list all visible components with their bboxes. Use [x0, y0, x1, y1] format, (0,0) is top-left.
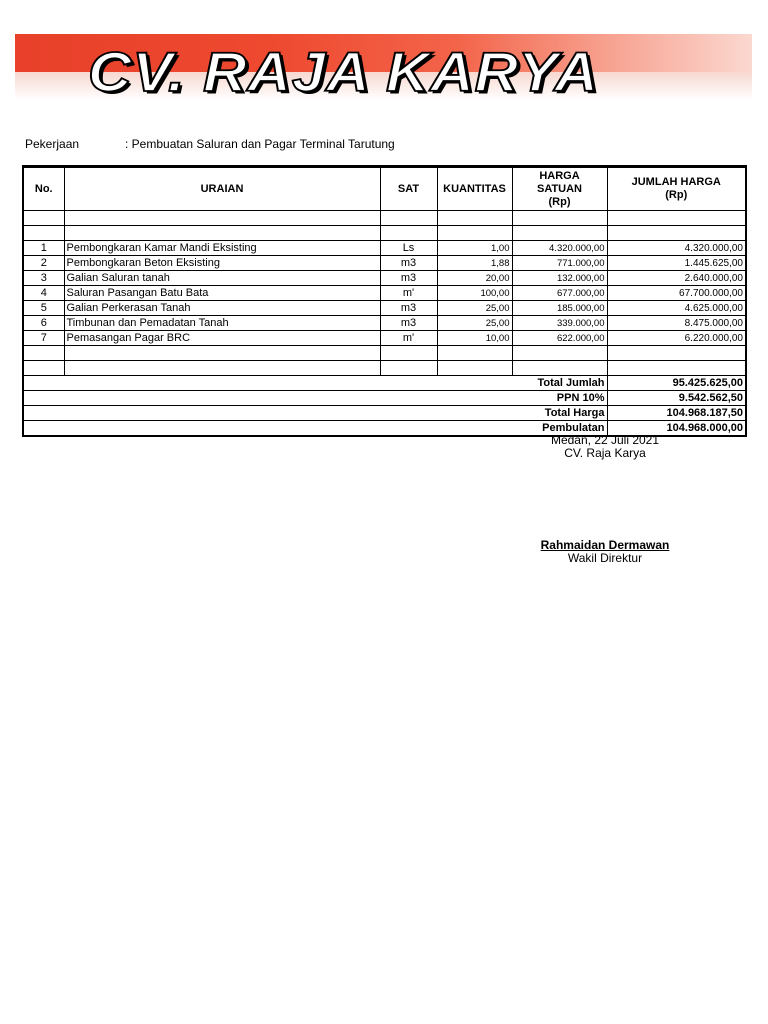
spacer-row [23, 211, 746, 226]
cell-no: 6 [23, 316, 64, 331]
table-row [23, 301, 746, 316]
cell-jumlah-harga: 1.445.625,00 [607, 256, 746, 271]
cell-jumlah-harga: 4.625.000,00 [607, 301, 746, 316]
col-harga-line1: HARGA [539, 169, 580, 182]
col-harga-line2: SATUAN [536, 182, 582, 195]
spacer-row [23, 226, 746, 241]
cell-kuantitas: 20,00 [437, 271, 512, 286]
cell-sat: m3 [380, 301, 437, 316]
spacer-row [23, 361, 746, 376]
cell-uraian: Timbunan dan Pemadatan Tanah [64, 316, 380, 331]
table-row [23, 331, 746, 346]
col-no: No. [23, 167, 64, 211]
cell-harga-satuan: 677.000,00 [512, 286, 607, 301]
signature-title: Wakil Direktur [567, 551, 643, 565]
cell-no: 7 [23, 331, 64, 346]
cell-kuantitas: 1,00 [437, 241, 512, 256]
cell-sat: m3 [380, 256, 437, 271]
total-harga-label: Total Harga [23, 406, 607, 421]
pekerjaan-label: Pekerjaan [25, 137, 80, 151]
col-harga-line3: (Rp) [548, 195, 571, 208]
table-row [23, 271, 746, 286]
col-harga-satuan [512, 167, 607, 211]
ppn-value: 9.542.562,50 [607, 391, 746, 406]
cell-harga-satuan: 4.320.000,00 [512, 241, 607, 256]
pembulatan-value: 104.968.000,00 [607, 421, 746, 437]
cell-uraian: Pemasangan Pagar BRC [64, 331, 380, 346]
cell-jumlah-harga: 4.320.000,00 [607, 241, 746, 256]
total-jumlah-value: 95.425.625,00 [607, 376, 746, 391]
table-row [23, 286, 746, 301]
cell-harga-satuan: 185.000,00 [512, 301, 607, 316]
table-header-row [23, 167, 746, 211]
cell-jumlah-harga: 8.475.000,00 [607, 316, 746, 331]
cost-table [22, 165, 747, 437]
ppn-label: PPN 10% [23, 391, 607, 406]
cell-uraian: Pembongkaran Kamar Mandi Eksisting [64, 241, 380, 256]
cell-kuantitas: 25,00 [437, 301, 512, 316]
cell-kuantitas: 1,88 [437, 256, 512, 271]
cell-no: 3 [23, 271, 64, 286]
cell-sat: m' [380, 331, 437, 346]
total-jumlah-label: Total Jumlah [23, 376, 607, 391]
cell-harga-satuan: 622.000,00 [512, 331, 607, 346]
cell-harga-satuan: 339.000,00 [512, 316, 607, 331]
col-jumlah-harga [607, 167, 746, 211]
cell-kuantitas: 100,00 [437, 286, 512, 301]
pembulatan-label: Pembulatan [23, 421, 607, 437]
cell-kuantitas: 10,00 [437, 331, 512, 346]
signature-name: Rahmaidan Dermawan [540, 538, 670, 552]
col-jumlah-line1: JUMLAH HARGA [631, 176, 721, 188]
total-harga-row [23, 406, 746, 421]
col-kuantitas: KUANTITAS [437, 167, 512, 211]
col-uraian: URAIAN [64, 167, 380, 211]
signature-place-date: Medan, 22 Juli 2021 [550, 433, 660, 447]
cell-kuantitas: 25,00 [437, 316, 512, 331]
cell-jumlah-harga: 67.700.000,00 [607, 286, 746, 301]
cell-sat: m3 [380, 316, 437, 331]
table-row [23, 316, 746, 331]
signature-company: CV. Raja Karya [564, 446, 646, 460]
cell-no: 1 [23, 241, 64, 256]
cell-harga-satuan: 771.000,00 [512, 256, 607, 271]
cell-sat: Ls [380, 241, 437, 256]
cell-no: 4 [23, 286, 64, 301]
cell-sat: m3 [380, 271, 437, 286]
table-row [23, 241, 746, 256]
total-jumlah-row [23, 376, 746, 391]
cell-no: 2 [23, 256, 64, 271]
total-harga-value: 104.968.187,50 [607, 406, 746, 421]
cell-uraian: Galian Perkerasan Tanah [64, 301, 380, 316]
ppn-row [23, 391, 746, 406]
company-banner [15, 34, 752, 107]
cell-uraian: Galian Saluran tanah [64, 271, 380, 286]
cell-uraian: Pembongkaran Beton Eksisting [64, 256, 380, 271]
col-sat: SAT [380, 167, 437, 211]
cell-jumlah-harga: 6.220.000,00 [607, 331, 746, 346]
cell-uraian: Saluran Pasangan Batu Bata [64, 286, 380, 301]
company-logo-text: CV. RAJA KARYA [88, 41, 599, 103]
pekerjaan-value: : Pembuatan Saluran dan Pagar Terminal Tarutung [125, 137, 395, 151]
cell-no: 5 [23, 301, 64, 316]
col-jumlah-line2: (Rp) [665, 189, 688, 201]
cell-jumlah-harga: 2.640.000,00 [607, 271, 746, 286]
table-row [23, 256, 746, 271]
spacer-row [23, 346, 746, 361]
cell-sat: m' [380, 286, 437, 301]
cell-harga-satuan: 132.000,00 [512, 271, 607, 286]
